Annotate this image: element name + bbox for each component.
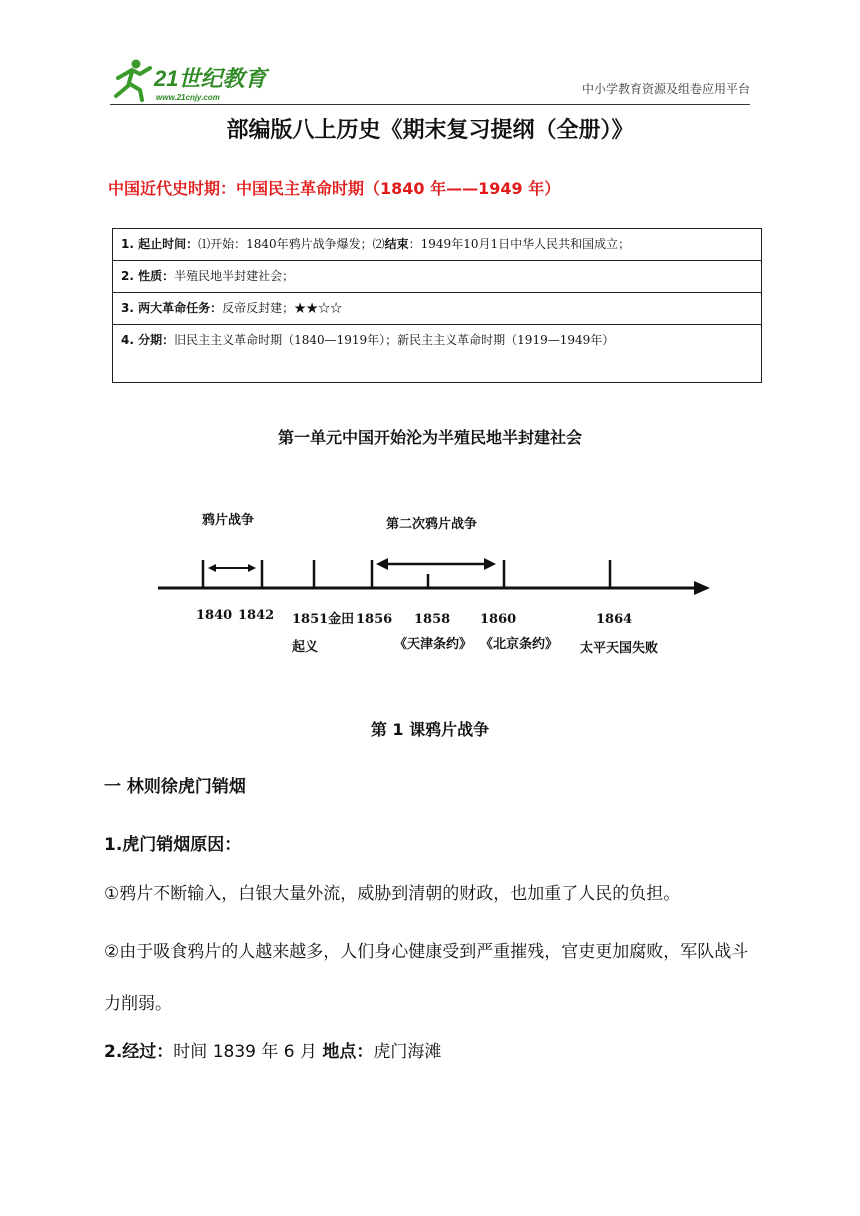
table-row	[113, 325, 762, 383]
row-text: 旧民主主义革命时期（1840—1919年）；新民主主义革命时期（1919—1949年）	[174, 333, 615, 347]
runner-icon	[116, 60, 150, 101]
summary-table	[112, 228, 762, 383]
row-text: 反帝反封建；★★☆☆	[222, 301, 343, 315]
process-line	[104, 1026, 764, 1078]
timeline-diagram	[150, 488, 730, 688]
item-heading: 1.虎门销烟原因：	[104, 835, 242, 855]
place-label: 地点：	[322, 1042, 374, 1062]
logo-url: www.21cnjy.com	[156, 93, 220, 102]
unit-title: 第一单元中国开始沦为半殖民地半封建社会	[277, 428, 582, 447]
row-label: 4. 分期：	[121, 333, 175, 347]
page-header	[110, 52, 750, 108]
row-label: 2. 性质：	[121, 269, 175, 283]
war2-label: 第二次鸦片战争	[386, 517, 478, 532]
war1-label: 鸦片战争	[202, 513, 255, 528]
year-1858: 1858	[414, 612, 451, 627]
table-row	[113, 261, 762, 293]
year-1864: 1864	[596, 612, 633, 627]
treaty-1860: 《北京条约》	[480, 637, 559, 652]
year-1842: 1842	[238, 608, 275, 623]
reason-paragraph: ①鸦片不断输入，白银大量外流，威胁到清朝的财政，也加重了人民的负担。	[104, 884, 681, 904]
row-text: 半殖民地半封建社会；	[174, 269, 295, 283]
logo-text: 21世纪教育	[154, 66, 267, 91]
axis-arrow-icon	[694, 581, 710, 595]
table-row	[113, 229, 762, 261]
era-heading: 中国近代史时期：中国民主革命时期（1840 年——1949 年）	[108, 179, 561, 198]
year-1840: 1840	[196, 608, 233, 623]
row-label: 3. 两大革命任务：	[121, 301, 223, 315]
platform-name: 中小学教育资源及组卷应用平台	[581, 82, 750, 96]
treaty-1858: 《天津条约》	[394, 637, 473, 652]
row-text: ：1949年10月1日中华人民共和国成立；	[408, 237, 631, 251]
year-1851: 1851金田	[292, 612, 355, 627]
row-text: ⑴开始：1840年鸦片战争爆发；⑵	[198, 237, 385, 251]
year-1860: 1860	[480, 612, 517, 627]
war2-span-arrow	[376, 558, 496, 570]
war1-span-arrow	[208, 564, 256, 572]
place-value: 虎门海滩	[373, 1042, 442, 1062]
section-heading: 一 林则徐虎门销烟	[104, 777, 246, 797]
document-title: 部编版八上历史《期末复习提纲（全册）》	[226, 118, 634, 143]
row-label: 1. 起止时间：	[121, 237, 199, 251]
header-divider	[110, 104, 750, 105]
process-time: 时间 1839 年 6 月	[173, 1042, 317, 1062]
lesson-title: 第 1 课鸦片战争	[370, 720, 490, 739]
logo	[110, 56, 300, 104]
reason-paragraph: ②由于吸食鸦片的人越来越多，人们身心健康受到严重摧残，官吏更加腐败，军队战斗力削弱。	[104, 942, 749, 1014]
event-1864: 太平天国失败	[580, 641, 659, 656]
process-label: 2.经过：	[104, 1042, 174, 1062]
year-1856: 1856	[356, 612, 393, 627]
table-row	[113, 293, 762, 325]
row-label: 结束	[384, 237, 409, 251]
event-1851: 起义	[292, 640, 319, 655]
